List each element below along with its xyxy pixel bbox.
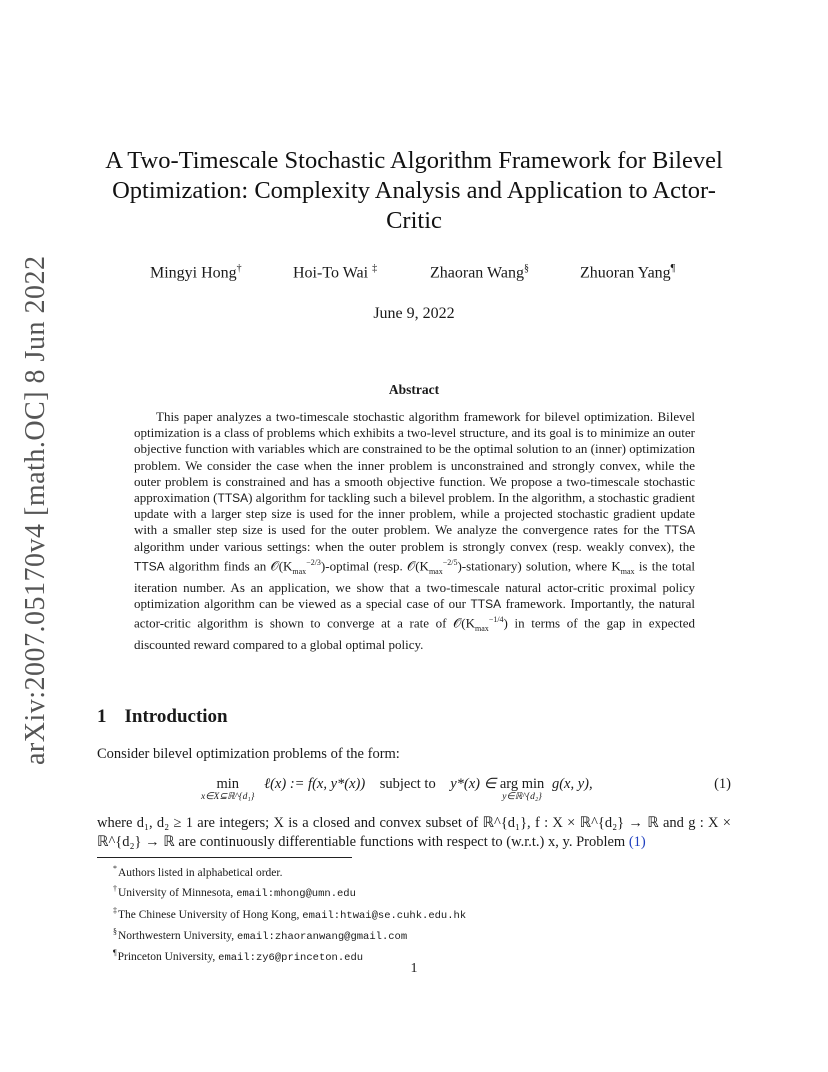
body-paragraph: where d₁, d₂ ≥ 1 are integers; X is a closed and convex subset of ℝ^{d₁}, f : X × ℝ^{d₂} → ℝ and g : X × ℝ^{d₂} → ℝ are continuously differentiable functions with respect to (w.r.t.) x, y. Problem (1) (97, 815, 731, 850)
author-3[interactable] (430, 263, 529, 282)
ttsa-term: TTSA (664, 523, 695, 538)
paper-title: A Two-Timescale Stochastic Algorithm Framework for Bilevel Optimization: Complexity Analysis and Application to Actor-Critic (105, 147, 723, 234)
page-number: 1 (410, 961, 418, 976)
footnote: ‡The Chinese University of Hong Kong, email:htwai@se.cuhk.edu.hk (113, 905, 467, 922)
author-2[interactable] (293, 263, 377, 282)
abstract-heading: Abstract (388, 382, 440, 397)
email-link[interactable]: email:zhaoranwang@gmail.com (237, 930, 408, 943)
author-mark: ‡ (372, 263, 378, 274)
argmin-operator: arg min (499, 776, 545, 792)
author-name: Mingyi Hong (150, 264, 237, 282)
email-link[interactable]: email:htwai@se.cuhk.edu.hk (302, 909, 467, 922)
author-1[interactable] (150, 263, 242, 282)
footnote-divider (97, 857, 352, 858)
footnote: *Authors listed in alphabetical order. (113, 864, 283, 879)
email-link[interactable]: email:zy6@princeton.edu (218, 952, 364, 965)
author-4[interactable] (580, 263, 675, 282)
ttsa-term: TTSA (134, 559, 165, 574)
email-link[interactable]: email:mhong@umn.edu (236, 888, 356, 901)
author-mark: † (236, 263, 242, 274)
ttsa-term: TTSA (470, 597, 502, 612)
equation-rhs-left: y*(x) ∈ (450, 776, 497, 792)
arxiv-side-stamp: arXiv:2007.05170v4 [math.OC] 8 Jun 2022 (20, 255, 51, 765)
author-mark: § (523, 263, 529, 274)
section-title: Introduction (124, 706, 228, 727)
author-name: Zhuoran Yang (580, 264, 671, 282)
min-subscript: x∈X⊆ℝ^{d₁} (201, 792, 255, 802)
argmin-subscript: y∈ℝ^{d₂} (502, 792, 542, 802)
publication-date: June 9, 2022 (373, 305, 455, 322)
equation-1 (97, 772, 731, 806)
author-mark: ¶ (670, 263, 676, 274)
abstract-text: This paper analyzes a two-timescale stochastic algorithm framework for bilevel optimization. Bilevel optimization is a class of problems which exhibits a two-level structure, and its goal is to minimize an outer objective function with variables which are constrained to be the optimal solution to an (inner) optimization problem. We consider the case when the inner problem is unconstrained and strongly convex, while the outer problem is constrained and has a smooth objective function. We propose a two-timescale stochastic approximation (TTSA) algorithm for tackling such a bilevel problem. In the algorithm, a stochastic gradient update with a larger step size is used for the inner problem, while a projected stochastic gradient update with a smaller step size is used for the outer problem. We analyze the convergence rates for the TTSA algorithm under various settings: when the outer problem is strongly convex (resp. weakly convex), the TTSA algorithm finds an $𝒪(K_{max}^{-2/3})$-optimal (resp. $𝒪(K_{max}^{-2/5})-stationary$) solution, where $K_{max}$ is the total iteration number. As an application, we show that a two-timescale natural actor-critic proximal policy optimization algorithm can be viewed as a special case of our TTSA framework. Importantly, the natural actor-critic algorithm is shown to converge at a rate of $𝒪(K_{max}^{-1/4})$ in terms of the gap in expected discounted reward compared to a global optimal policy. (134, 409, 696, 653)
equation-lhs: ℓ(x) := f(x, y*(x)) (264, 776, 366, 792)
footnote: †University of Minnesota, email:mhong@umn.edu (113, 884, 356, 901)
author-name: Zhaoran Wang (430, 264, 524, 282)
ttsa-term: TTSA (217, 491, 249, 506)
min-operator: min (216, 776, 239, 792)
equation-rhs-right: g(x, y), (551, 776, 593, 792)
footnotes (113, 861, 466, 967)
intro-sentence: Consider bilevel optimization problems of the form: (97, 746, 400, 762)
footnote: ¶Princeton University, email:zy6@princeton.edu (113, 948, 364, 965)
equation-constraint-text: subject to (379, 776, 436, 792)
footnote: §Northwestern University, email:zhaoranwang@gmail.com (113, 926, 408, 943)
equation-reference-link[interactable]: (1) (628, 834, 646, 850)
section-heading (97, 706, 228, 728)
equation-number: (1) (714, 776, 731, 792)
section-number: 1 (97, 706, 107, 727)
author-name: Hoi-To Wai (293, 264, 369, 282)
